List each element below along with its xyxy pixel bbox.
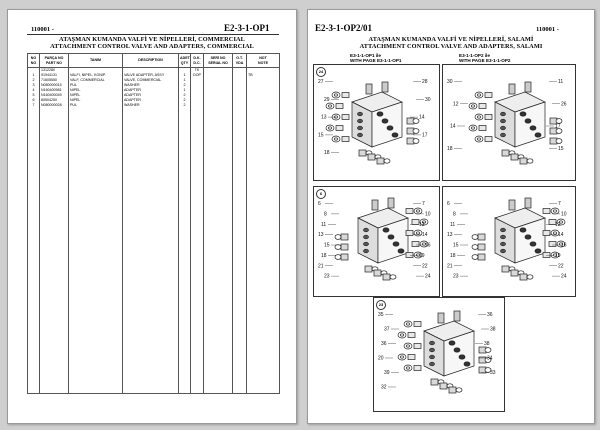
- table-cell-tanim: PUL: [69, 103, 123, 108]
- left-page: [7, 9, 297, 424]
- col-header-ot: O.T. VDA: [233, 54, 247, 68]
- callout-number: 14: [419, 114, 425, 121]
- table-cell-qty: 2: [179, 93, 191, 98]
- callout-number: 38: [490, 326, 496, 333]
- callout-number: 15: [453, 242, 459, 249]
- callout-number: 18: [321, 252, 327, 259]
- callout-number: 15: [318, 132, 324, 139]
- table-cell-dk: DOP: [191, 73, 204, 78]
- table-cell-qty: 2: [179, 83, 191, 88]
- callout-number: 15: [324, 242, 330, 249]
- parts-table: [27, 53, 280, 394]
- callout-number: 24: [425, 273, 431, 280]
- table-cell-tanim: NİPEL: [69, 88, 123, 93]
- col-header-tanim: TANIM: [69, 54, 123, 68]
- table-cell-desc: WASHER: [123, 103, 179, 108]
- page-reference-right: E2-3-1-OP2/01: [315, 23, 372, 33]
- callout-number: 10: [425, 211, 431, 218]
- table-cell-desc: WASHER: [123, 83, 179, 88]
- header-rule: [27, 34, 279, 35]
- callout-number: 21: [318, 263, 324, 270]
- table-cell-qty: 1: [179, 78, 191, 83]
- table-cell-part: 1312280: [40, 68, 69, 74]
- callout-number: 6: [318, 201, 321, 207]
- table-cell-desc: VALVE ADAPTER, ASSY: [123, 73, 179, 78]
- table-filler-row: [28, 108, 280, 394]
- figure-1-caption: E3-1-1-OP1 ile WITH PAGE E3-1-1-OP1: [350, 53, 402, 64]
- col-header-description: DESCRIPTION: [123, 54, 179, 68]
- callout-number: 18: [324, 150, 330, 157]
- callout-number: 13: [447, 232, 453, 239]
- callout-number: 7: [422, 201, 425, 207]
- callout-number: 16: [561, 242, 567, 249]
- figure-5-badge: 23: [376, 300, 386, 310]
- callout-number: 24: [561, 273, 567, 280]
- callout-number: 32: [381, 384, 387, 391]
- right-page: [307, 9, 595, 424]
- valve-drawing-fig1: [314, 65, 439, 180]
- callout-number: 10: [561, 211, 567, 218]
- table-cell-qty: 2: [179, 98, 191, 103]
- table-cell-no: 4: [28, 88, 40, 93]
- callout-number: 14: [558, 232, 564, 239]
- title-english-right: ATTACHMENT CONTROL VALVE AND ADAPTERS, SALAMI: [359, 43, 543, 50]
- table-cell-desc: ADAPTER: [123, 93, 179, 98]
- callout-number: 12: [419, 221, 425, 228]
- callout-number: 17: [422, 132, 428, 139]
- table-cell-part: N160400981: [40, 88, 69, 93]
- callout-number: 12: [453, 101, 459, 108]
- callout-number: 22: [558, 263, 564, 270]
- col-header-serial: SERİ NO SERIAL NO: [204, 54, 233, 68]
- figure-1-badge: 24: [316, 67, 326, 77]
- table-cell-no: 6: [28, 98, 40, 103]
- figure-3: [313, 186, 440, 297]
- catalog-code-right: 110001 -: [536, 26, 559, 33]
- table-cell-desc: VALVE, COMMERCIAL: [123, 78, 179, 83]
- callout-number: 18: [447, 145, 453, 152]
- valve-drawing-fig2: [443, 65, 575, 180]
- callout-number: 18: [450, 252, 456, 259]
- callout-number: 37: [384, 326, 390, 333]
- callout-number: 19: [419, 252, 425, 259]
- callout-number: 11: [558, 79, 564, 85]
- callout-number: 21: [447, 263, 453, 270]
- callout-number: 11: [450, 221, 456, 228]
- table-cell-no: 5: [28, 93, 40, 98]
- callout-number: 23: [453, 273, 459, 280]
- callout-number: 34: [487, 355, 493, 362]
- table-cell-desc: ADAPTER: [123, 88, 179, 93]
- page-reference: E2-3-1-OP1: [224, 23, 270, 33]
- col-header-qty: ADET QTY: [179, 54, 191, 68]
- table-cell-no: 3: [28, 83, 40, 88]
- callout-number: 36: [487, 312, 493, 318]
- table-header-row: [28, 54, 280, 68]
- title-english: ATTACHMENT CONTROL VALVE AND ADAPTERS, COMMERCIAL: [50, 43, 254, 50]
- callout-number: 16: [425, 242, 431, 249]
- callout-number: 23: [324, 273, 330, 280]
- callout-number: 36: [381, 341, 387, 347]
- table-cell-qty: 1: [179, 88, 191, 93]
- callout-number: 17: [555, 123, 561, 130]
- callout-number: 35: [378, 312, 384, 318]
- callout-number: 7: [558, 201, 561, 207]
- figure-3-badge: 6: [316, 189, 326, 199]
- callout-number: 14: [450, 123, 456, 130]
- table-cell-part: 80504250: [40, 98, 69, 103]
- table-cell-qty: 1: [179, 73, 191, 78]
- valve-drawing-fig4: [443, 187, 575, 296]
- callout-number: 13: [321, 114, 327, 121]
- table-cell-no: 2: [28, 78, 40, 83]
- table-cell-tanim: NİPEL: [69, 98, 123, 103]
- callout-number: 6: [447, 201, 450, 207]
- callout-number: 38: [484, 341, 490, 347]
- callout-number: 8: [324, 211, 327, 218]
- figure-5: [373, 297, 505, 412]
- col-header-dk: D.K. D.C.: [191, 54, 204, 68]
- valve-drawing-fig3: [314, 187, 439, 296]
- table-cell-tanim: VALFİ, NİPEL, KONIP.: [69, 73, 123, 78]
- callout-number: 12: [555, 221, 561, 228]
- callout-number: 30: [425, 96, 431, 103]
- callout-number: 11: [321, 221, 327, 228]
- figure-1: [313, 64, 440, 181]
- table-cell-no: 1: [28, 73, 40, 78]
- figure-2: [442, 64, 576, 181]
- callout-number: 33: [490, 370, 496, 376]
- callout-number: 27: [318, 79, 324, 85]
- figure-4: [442, 186, 576, 297]
- callout-number: 15: [558, 145, 564, 152]
- table-cell-desc: ADAPTER: [123, 98, 179, 103]
- table-cell-part: N080000015: [40, 83, 69, 88]
- col-header-part-no: PARÇA NO PART NO: [40, 54, 69, 68]
- callout-number: 39: [384, 370, 390, 376]
- title-turkish-right: ATAŞMAN KUMANDA VALFİ VE NİPELLERİ, SALAMİ: [368, 36, 534, 43]
- table-cell-part: N160400049: [40, 93, 69, 98]
- figure-2-caption: E3-1-1-OP2 ile WITH PAGE E3-1-1-OP2: [459, 53, 511, 64]
- callout-number: 30: [447, 79, 453, 85]
- table-cell-tanim: PUL: [69, 83, 123, 88]
- table-cell-dk: TK: [191, 68, 204, 74]
- table-cell-part: 71605550: [40, 78, 69, 83]
- col-header-no: NO NO: [28, 54, 40, 68]
- callout-number: 22: [422, 263, 428, 270]
- table-cell-no: 7: [28, 103, 40, 108]
- callout-number: 14: [422, 232, 428, 239]
- callout-number: 19: [555, 252, 561, 259]
- callout-number: 13: [318, 232, 324, 239]
- callout-number: 8: [453, 211, 456, 218]
- table-cell-part: N080000028: [40, 103, 69, 108]
- catalog-code: 110001 -: [31, 26, 54, 33]
- table-cell-tanim: VALF, COMMERCIAL: [69, 78, 123, 83]
- callout-number: 20: [378, 355, 384, 362]
- callout-number: 28: [422, 79, 428, 85]
- callout-number: 29: [324, 96, 330, 103]
- table-cell-tanim: NİPEL: [69, 93, 123, 98]
- table-cell-part: 91944131: [40, 73, 69, 78]
- title-turkish: ATAŞMAN KUMANDA VALFİ VE NİPELLERİ, COMMERCIAL: [59, 36, 245, 43]
- table-cell-qty: 2: [179, 103, 191, 108]
- valve-drawing-fig5: [374, 298, 504, 411]
- table-cell-note: TB: [247, 73, 280, 78]
- callout-number: 26: [561, 101, 567, 108]
- col-header-note: NOT NOTE: [247, 54, 280, 68]
